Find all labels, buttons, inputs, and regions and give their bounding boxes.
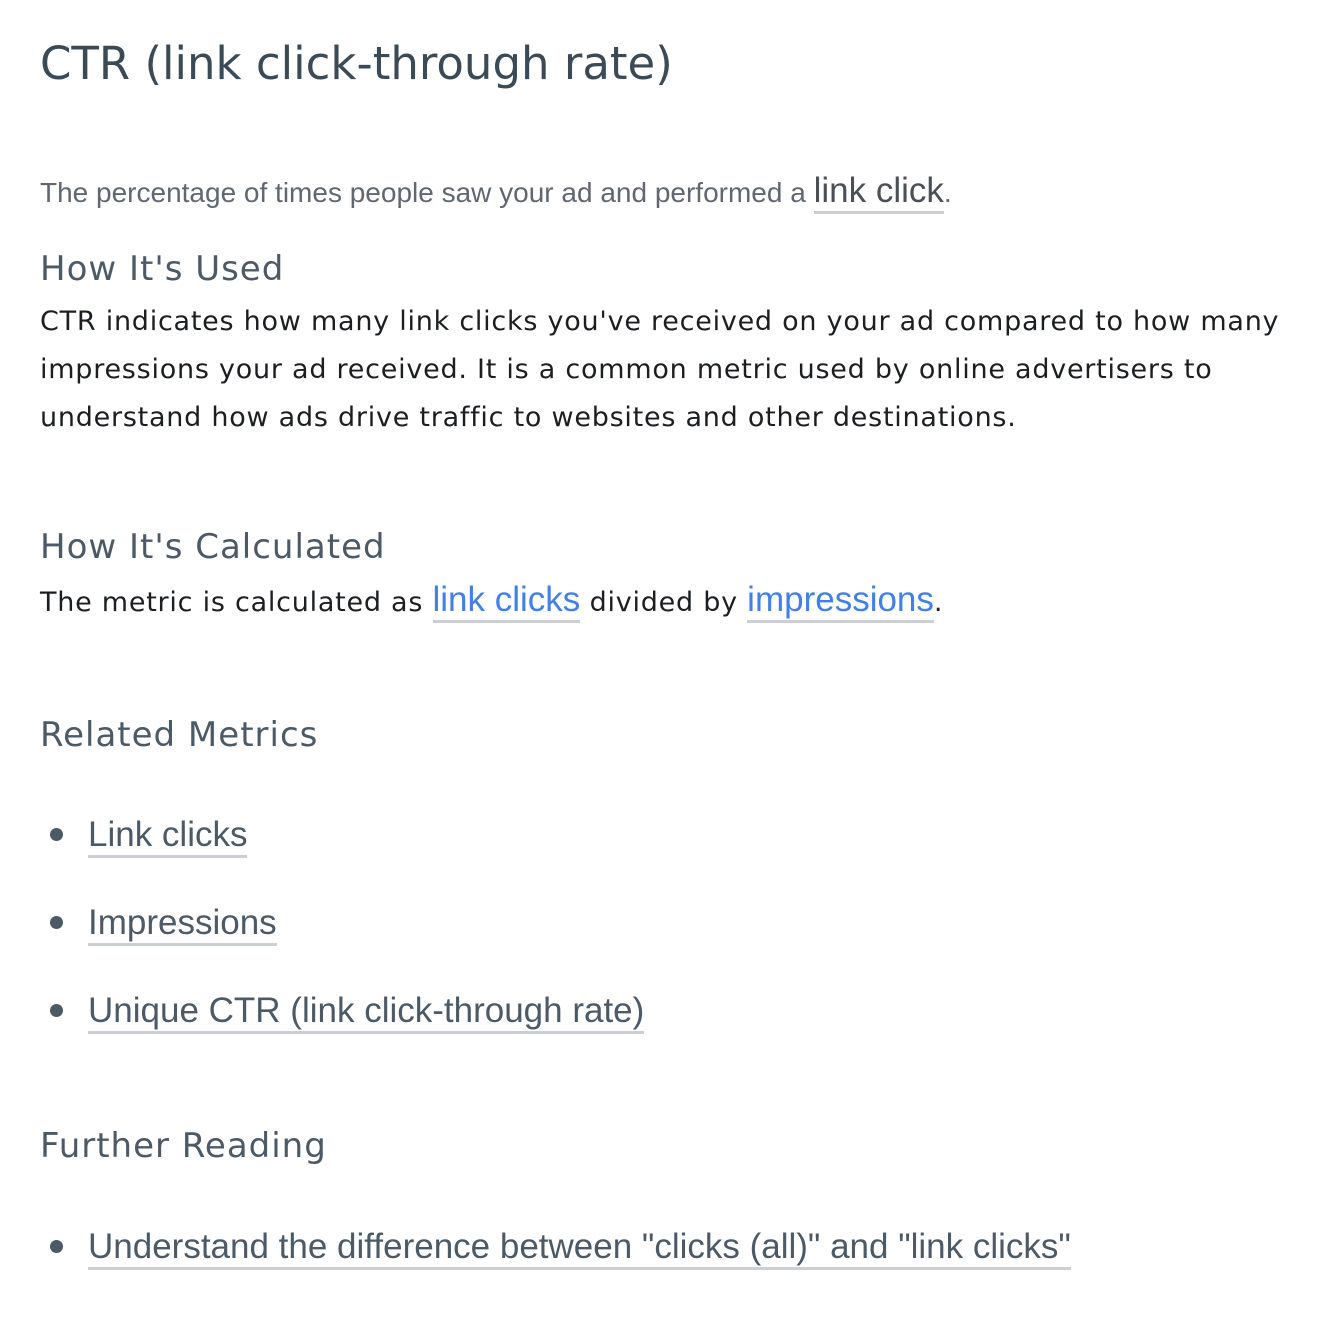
- calc-text-before: The metric is calculated as: [40, 587, 433, 618]
- related-link-impressions[interactable]: Impressions: [88, 903, 277, 946]
- related-metrics-list: [40, 806, 644, 1070]
- link-clicks-link[interactable]: link clicks: [433, 580, 581, 623]
- summary-text: The percentage of times people saw your ad and performed a: [40, 177, 814, 208]
- list-item: [40, 894, 644, 982]
- metric-summary: [40, 166, 952, 218]
- further-reading-link-clicks-difference[interactable]: Understand the difference between "clicks (all)" and "link clicks": [88, 1227, 1071, 1270]
- bullet-icon: [50, 1004, 63, 1017]
- further-reading-heading: Further Reading: [40, 1126, 327, 1166]
- link-click-link[interactable]: link click: [814, 171, 944, 214]
- how-its-used-heading: How It's Used: [40, 249, 285, 289]
- list-item: [40, 806, 644, 894]
- calc-text-after: .: [933, 587, 944, 618]
- bullet-icon: [50, 828, 63, 841]
- bullet-icon: [50, 1240, 63, 1253]
- how-its-calculated-heading: How It's Calculated: [40, 527, 386, 567]
- related-link-unique-ctr[interactable]: Unique CTR (link click-through rate): [88, 991, 644, 1034]
- summary-period: .: [943, 177, 952, 208]
- related-link-link-clicks[interactable]: Link clicks: [88, 815, 247, 858]
- bullet-icon: [50, 916, 63, 929]
- related-metrics-heading: Related Metrics: [40, 715, 319, 755]
- list-item: [40, 1218, 1071, 1306]
- how-its-calculated-text: [40, 574, 943, 629]
- page-title: CTR (link click-through rate): [40, 37, 673, 90]
- list-item: [40, 982, 644, 1070]
- how-its-used-text: CTR indicates how many link clicks you've received on your ad compared to how many impressions your ad received. It is a common metric used by online advertisers to understand how ads drive traffic to websites and other destinations.: [40, 306, 1280, 433]
- further-reading-list: [40, 1218, 1071, 1306]
- calc-text-middle: divided by: [580, 587, 748, 618]
- impressions-link[interactable]: impressions: [747, 580, 934, 623]
